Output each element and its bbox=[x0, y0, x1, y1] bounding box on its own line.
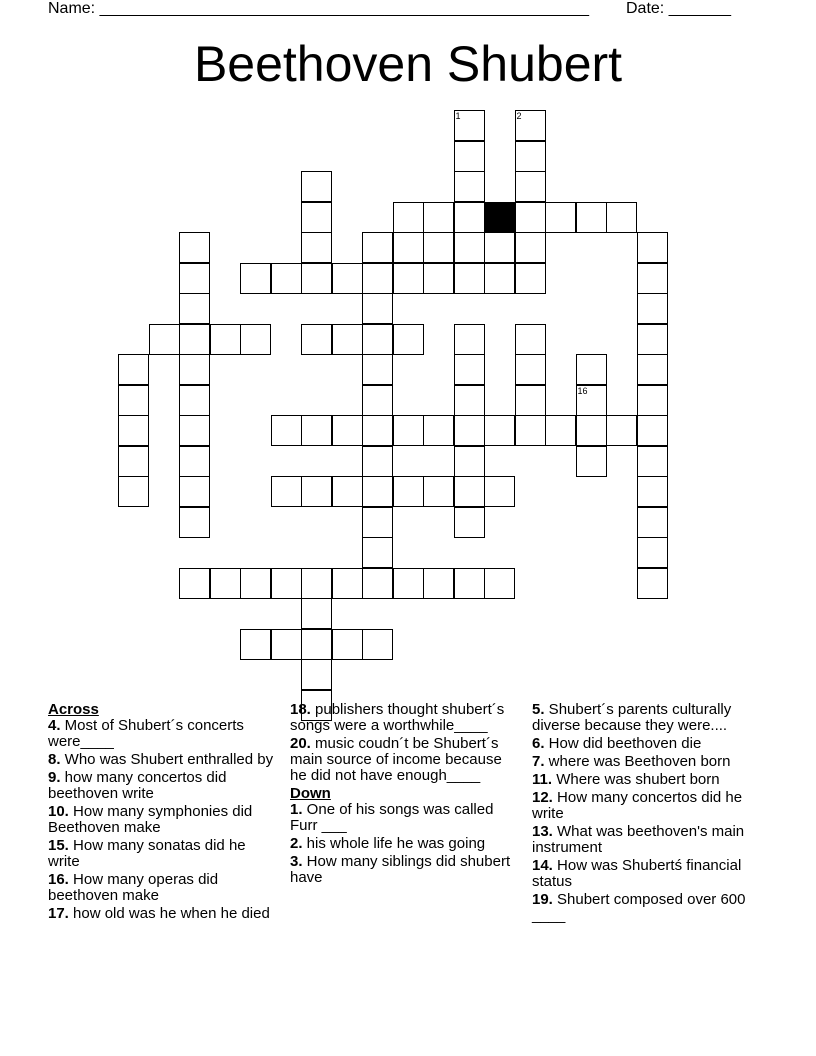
clue-item bbox=[290, 854, 520, 886]
clue-item bbox=[532, 754, 768, 770]
clue-item bbox=[48, 770, 278, 802]
grid-cell[interactable] bbox=[271, 568, 302, 599]
clue-item-text: Where was shubert born bbox=[552, 771, 720, 788]
clue-item bbox=[290, 836, 520, 852]
grid-cell[interactable] bbox=[637, 507, 668, 538]
grid-cell[interactable] bbox=[454, 324, 485, 355]
grid-cell[interactable] bbox=[576, 202, 607, 233]
clue-item-number: 2. bbox=[290, 835, 303, 852]
grid-cell[interactable] bbox=[118, 446, 149, 477]
clue-item-number: 14. bbox=[532, 857, 553, 874]
grid-cell[interactable] bbox=[454, 476, 485, 507]
grid-cell[interactable] bbox=[515, 202, 546, 233]
grid-cell[interactable] bbox=[423, 476, 454, 507]
grid-cell[interactable] bbox=[484, 232, 515, 263]
grid-cell[interactable] bbox=[515, 385, 546, 416]
grid-cell[interactable] bbox=[484, 415, 515, 446]
grid-cell[interactable] bbox=[637, 324, 668, 355]
grid-cell[interactable] bbox=[393, 476, 424, 507]
grid-cell[interactable] bbox=[271, 415, 302, 446]
clue-item-number: 1. bbox=[290, 801, 303, 818]
clue-item-number: 3. bbox=[290, 853, 303, 870]
grid-cell[interactable] bbox=[576, 446, 607, 477]
grid-cell[interactable] bbox=[179, 293, 210, 324]
clue-item-text: One of his songs was called Furr ___ bbox=[290, 801, 494, 834]
grid-cell[interactable] bbox=[362, 354, 393, 385]
clue-item-text: Shubert composed over 600 ____ bbox=[532, 891, 746, 924]
grid-cell[interactable] bbox=[454, 232, 485, 263]
grid-cell[interactable] bbox=[332, 476, 363, 507]
grid-cell[interactable] bbox=[271, 476, 302, 507]
grid-cell[interactable] bbox=[332, 629, 363, 660]
grid-cell[interactable] bbox=[362, 415, 393, 446]
grid-cell[interactable] bbox=[210, 568, 241, 599]
grid-cell[interactable] bbox=[637, 232, 668, 263]
grid-cell[interactable] bbox=[515, 141, 546, 172]
grid-cell[interactable] bbox=[576, 415, 607, 446]
clue-item bbox=[532, 736, 768, 752]
clue-item-number: 18. bbox=[290, 701, 311, 718]
grid-cell[interactable] bbox=[362, 293, 393, 324]
grid-cell[interactable] bbox=[362, 507, 393, 538]
grid-cell[interactable] bbox=[179, 507, 210, 538]
grid-cell[interactable] bbox=[515, 354, 546, 385]
clue-item-text: Most of Shubert´s concerts were____ bbox=[48, 717, 244, 750]
grid-cell[interactable] bbox=[301, 171, 332, 202]
clue-item-number: 13. bbox=[532, 823, 553, 840]
clue-item-number: 5. bbox=[532, 701, 545, 718]
grid-cell[interactable] bbox=[545, 202, 576, 233]
clue-item-number: 11. bbox=[532, 771, 553, 788]
grid-cell[interactable] bbox=[454, 446, 485, 477]
clue-item-number: 19. bbox=[532, 891, 553, 908]
clue-item bbox=[48, 752, 278, 768]
grid-cell[interactable] bbox=[362, 446, 393, 477]
grid-cell[interactable] bbox=[393, 202, 424, 233]
grid-cell[interactable] bbox=[301, 659, 332, 690]
grid-cell[interactable] bbox=[362, 263, 393, 294]
clue-item-text: How many sonatas did he write bbox=[48, 837, 246, 870]
clue-item-number: 4. bbox=[48, 717, 61, 734]
clue-item-text: Who was Shubert enthralled by bbox=[60, 751, 274, 768]
down-clue-list-continued bbox=[532, 702, 768, 924]
grid-cell[interactable] bbox=[454, 202, 485, 233]
clue-item-text: music coudn´t be Shubert´s main source of income because he did not have enough____ bbox=[290, 735, 502, 784]
grid-cell[interactable] bbox=[637, 415, 668, 446]
grid-cell[interactable] bbox=[454, 507, 485, 538]
clue-item bbox=[290, 736, 520, 784]
clue-item bbox=[532, 790, 768, 822]
grid-cell[interactable] bbox=[454, 415, 485, 446]
grid-cell[interactable] bbox=[362, 324, 393, 355]
clue-item-text: his whole life he was going bbox=[302, 835, 486, 852]
clue-item bbox=[290, 702, 520, 734]
grid-cell[interactable] bbox=[271, 263, 302, 294]
grid-cell[interactable] bbox=[362, 629, 393, 660]
grid-cell[interactable] bbox=[454, 263, 485, 294]
clue-item-text: How many concertos did he write bbox=[532, 789, 743, 822]
grid-cell[interactable] bbox=[271, 629, 302, 660]
clue-item-text: Shubert´s parents culturally diverse because they were.... bbox=[532, 701, 732, 734]
grid-cell[interactable] bbox=[332, 324, 363, 355]
grid-cell[interactable] bbox=[301, 476, 332, 507]
grid-cell[interactable] bbox=[454, 110, 485, 141]
grid-cell[interactable] bbox=[179, 354, 210, 385]
clue-item-number: 20. bbox=[290, 735, 311, 752]
clue-item bbox=[532, 772, 768, 788]
clue-item bbox=[48, 872, 278, 904]
clue-item-number: 6. bbox=[532, 735, 545, 752]
across-clue-list-continued bbox=[290, 702, 520, 784]
grid-cell[interactable] bbox=[301, 568, 332, 599]
grid-cell[interactable] bbox=[301, 202, 332, 233]
grid-cell[interactable] bbox=[301, 232, 332, 263]
grid-cell[interactable] bbox=[301, 415, 332, 446]
grid-cell[interactable] bbox=[301, 263, 332, 294]
grid-cell[interactable] bbox=[118, 415, 149, 446]
clues-column-1 bbox=[48, 702, 278, 924]
clue-number: 16 bbox=[577, 385, 588, 396]
grid-cell[interactable] bbox=[362, 232, 393, 263]
grid-cell[interactable] bbox=[484, 476, 515, 507]
grid-cell[interactable] bbox=[423, 263, 454, 294]
grid-cell[interactable] bbox=[149, 324, 180, 355]
grid-cell[interactable] bbox=[179, 415, 210, 446]
grid-cell[interactable] bbox=[606, 415, 637, 446]
grid-cell[interactable] bbox=[362, 385, 393, 416]
grid-cell[interactable] bbox=[240, 568, 271, 599]
grid-cell[interactable] bbox=[454, 385, 485, 416]
grid-cell[interactable] bbox=[637, 385, 668, 416]
clue-number: 2 bbox=[516, 111, 522, 121]
across-clue-list bbox=[48, 718, 278, 922]
clue-number: 1 bbox=[455, 111, 461, 121]
grid-cell[interactable] bbox=[240, 263, 271, 294]
black-cell bbox=[484, 202, 515, 233]
grid-cell[interactable] bbox=[637, 476, 668, 507]
grid-cell[interactable] bbox=[545, 415, 576, 446]
grid-cell[interactable] bbox=[515, 171, 546, 202]
clue-item-number: 16. bbox=[48, 871, 69, 888]
grid-cell[interactable] bbox=[362, 568, 393, 599]
grid-cell[interactable] bbox=[637, 537, 668, 568]
grid-cell[interactable] bbox=[454, 141, 485, 172]
grid-cell[interactable] bbox=[454, 354, 485, 385]
grid-cell[interactable] bbox=[393, 232, 424, 263]
grid-cell[interactable] bbox=[423, 232, 454, 263]
name-field[interactable]: Name: _______________________________________________________ bbox=[48, 0, 589, 17]
grid-cell[interactable] bbox=[301, 598, 332, 629]
grid-cell[interactable] bbox=[179, 385, 210, 416]
clue-item-text: how many concertos did beethoven write bbox=[48, 769, 227, 802]
grid-cell[interactable] bbox=[179, 232, 210, 263]
grid-cell[interactable] bbox=[179, 476, 210, 507]
grid-cell[interactable] bbox=[118, 354, 149, 385]
clue-item-number: 17. bbox=[48, 905, 69, 922]
clue-item-number: 12. bbox=[532, 789, 553, 806]
clue-item bbox=[532, 892, 768, 924]
grid-cell[interactable] bbox=[179, 324, 210, 355]
grid-cell[interactable] bbox=[515, 415, 546, 446]
grid-cell[interactable] bbox=[576, 354, 607, 385]
grid-cell[interactable] bbox=[332, 568, 363, 599]
grid-cell[interactable] bbox=[240, 324, 271, 355]
grid-cell[interactable] bbox=[179, 568, 210, 599]
date-field[interactable]: Date: _______ bbox=[626, 0, 731, 17]
clue-item-text: How did beethoven die bbox=[544, 735, 702, 752]
grid-cell[interactable] bbox=[393, 415, 424, 446]
down-clue-list bbox=[290, 802, 520, 886]
grid-cell[interactable] bbox=[118, 385, 149, 416]
grid-cell[interactable] bbox=[515, 324, 546, 355]
clue-item-number: 7. bbox=[532, 753, 545, 770]
clue-item bbox=[48, 718, 278, 750]
clue-item bbox=[532, 858, 768, 890]
grid-cell[interactable] bbox=[332, 263, 363, 294]
clue-item bbox=[532, 824, 768, 856]
grid-cell[interactable] bbox=[637, 293, 668, 324]
grid-cell[interactable] bbox=[576, 385, 607, 416]
grid-cell[interactable] bbox=[637, 568, 668, 599]
clue-item-number: 9. bbox=[48, 769, 61, 786]
clues-column-3 bbox=[532, 702, 768, 926]
clue-item-text: What was beethoven's main instrument bbox=[532, 823, 745, 856]
clue-item-number: 10. bbox=[48, 803, 69, 820]
grid-cell[interactable] bbox=[301, 324, 332, 355]
grid-cell[interactable] bbox=[515, 232, 546, 263]
grid-cell[interactable] bbox=[118, 476, 149, 507]
down-heading: Down bbox=[290, 785, 331, 802]
grid-cell[interactable] bbox=[484, 263, 515, 294]
clue-item-text: How many symphonies did Beethoven make bbox=[48, 803, 253, 836]
grid-cell[interactable] bbox=[179, 446, 210, 477]
grid-cell[interactable] bbox=[484, 568, 515, 599]
grid-cell[interactable] bbox=[637, 263, 668, 294]
grid-cell[interactable] bbox=[240, 629, 271, 660]
clue-item bbox=[48, 804, 278, 836]
grid-cell[interactable] bbox=[515, 110, 546, 141]
clue-item bbox=[48, 906, 278, 922]
clue-item-text: How many siblings did shubert have bbox=[290, 853, 511, 886]
grid-cell[interactable] bbox=[332, 415, 363, 446]
clue-item bbox=[48, 838, 278, 870]
grid-cell[interactable] bbox=[454, 171, 485, 202]
clue-item-number: 8. bbox=[48, 751, 61, 768]
across-heading: Across bbox=[48, 701, 99, 718]
clue-item-text: How many operas did beethoven make bbox=[48, 871, 219, 904]
grid-cell[interactable] bbox=[515, 263, 546, 294]
grid-cell[interactable] bbox=[423, 568, 454, 599]
clue-item-text: where was Beethoven born bbox=[544, 753, 731, 770]
grid-cell[interactable] bbox=[393, 263, 424, 294]
puzzle-title: Beethoven Shubert bbox=[193, 36, 623, 92]
grid-cell[interactable] bbox=[362, 476, 393, 507]
grid-cell[interactable] bbox=[423, 202, 454, 233]
grid-cell[interactable] bbox=[210, 324, 241, 355]
clue-item-number: 15. bbox=[48, 837, 69, 854]
clue-item-text: How was Shubertś financial status bbox=[532, 857, 742, 890]
clue-item-text: publishers thought shubert´s songs were a worthwhile____ bbox=[290, 701, 505, 734]
grid-cell[interactable] bbox=[393, 568, 424, 599]
clues-column-2 bbox=[290, 702, 520, 888]
grid-cell[interactable] bbox=[179, 263, 210, 294]
grid-cell[interactable] bbox=[362, 537, 393, 568]
clue-item-text: how old was he when he died bbox=[68, 905, 270, 922]
grid-cell[interactable] bbox=[606, 202, 637, 233]
grid-cell[interactable] bbox=[454, 568, 485, 599]
clue-item bbox=[532, 702, 768, 734]
grid-cell[interactable] bbox=[637, 446, 668, 477]
clue-item bbox=[290, 802, 520, 834]
grid-cell[interactable] bbox=[637, 354, 668, 385]
grid-cell[interactable] bbox=[423, 415, 454, 446]
grid-cell[interactable] bbox=[393, 324, 424, 355]
grid-cell[interactable] bbox=[301, 629, 332, 660]
